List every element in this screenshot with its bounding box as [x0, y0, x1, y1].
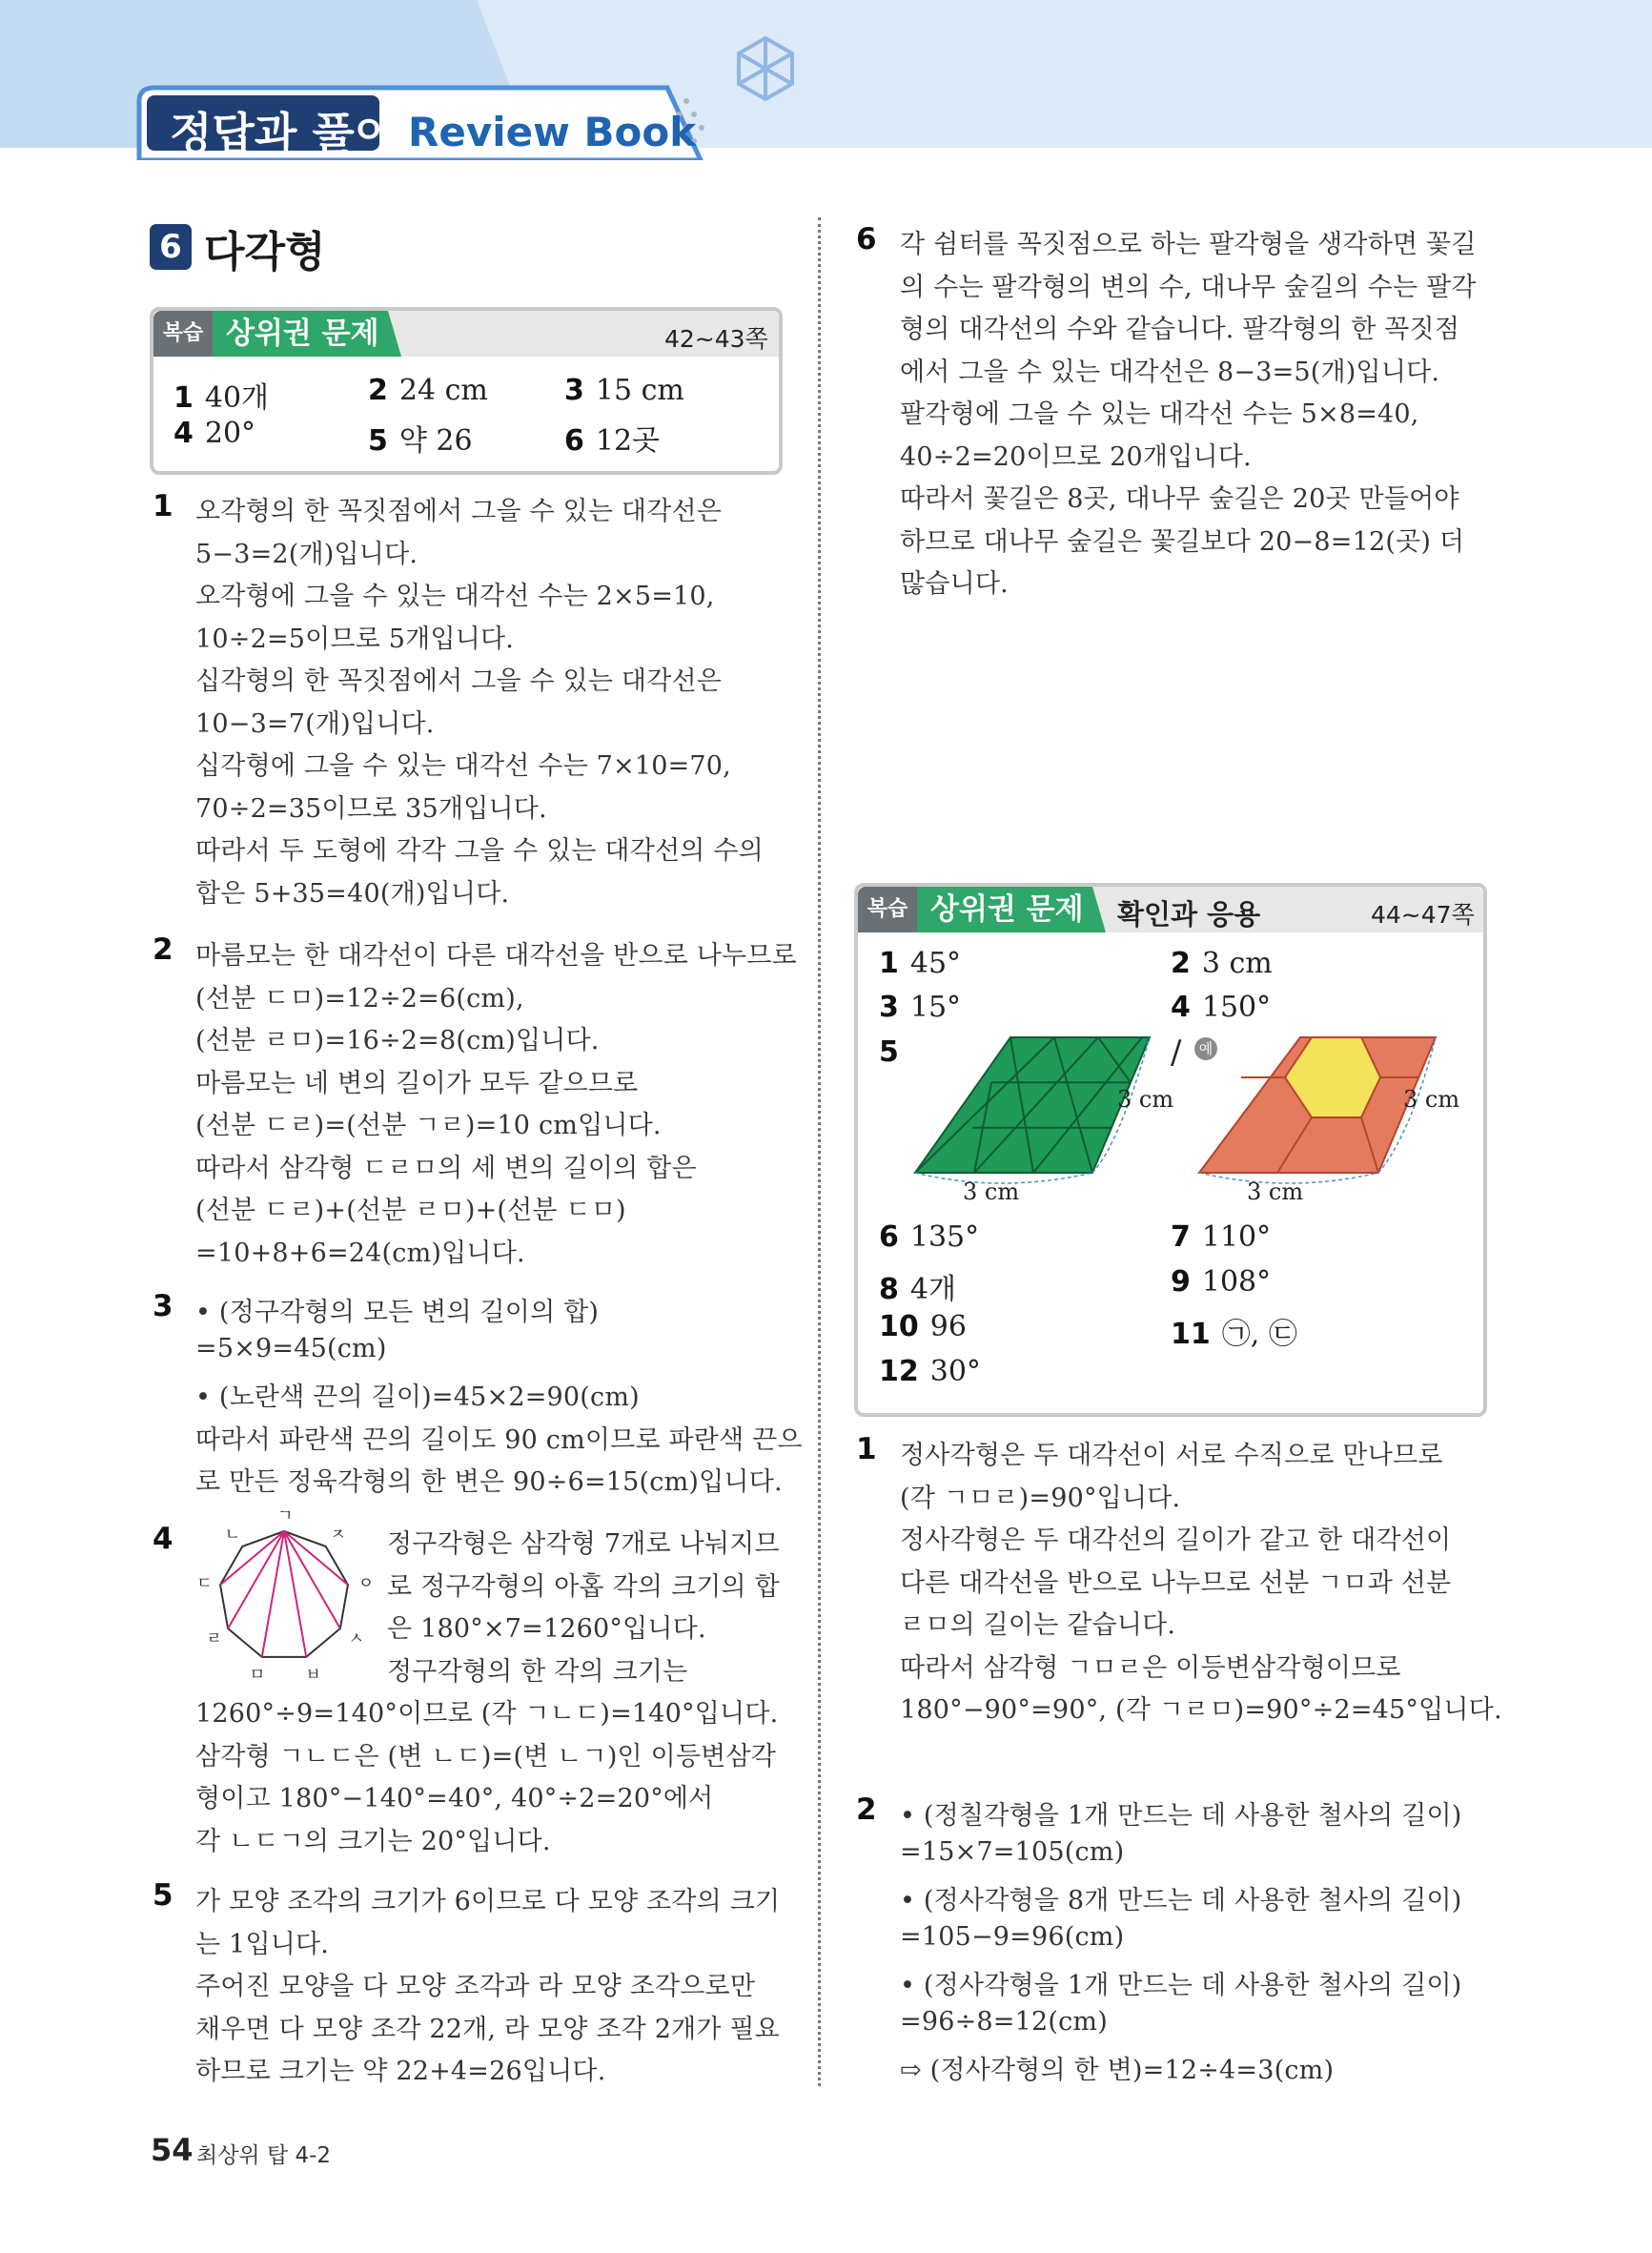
solution-line: 70÷2=35이므로 35개입니다.	[195, 793, 547, 824]
answer-item: 7 110°	[1171, 1220, 1272, 1254]
solution-line: 따라서 꽃길은 8곳, 대나무 숲길은 20곳 만들어야	[900, 484, 1459, 514]
tab-edge-2	[1092, 887, 1106, 932]
answer-item: 11 ㉠, ㉢	[1171, 1318, 1297, 1351]
box-2-pages: 44~47쪽	[1371, 901, 1475, 929]
solution-line: 1260°÷9=140°이므로 (각 ㄱㄴㄷ)=140°입니다.	[195, 1699, 779, 1729]
solution-line: 정구각형의 한 각의 크기는	[387, 1656, 688, 1687]
nonagon-diagram	[191, 1508, 381, 1690]
separator-slash: /	[1171, 1034, 1182, 1072]
box-2-title: 상위권 문제	[917, 887, 1092, 932]
vertex-label: ㅅ	[348, 1629, 364, 1649]
solution-line: =96÷8=12(cm)	[900, 2006, 1108, 2037]
solution-line: 십각형의 한 꼭짓점에서 그을 수 있는 대각선은	[195, 666, 723, 696]
solution-line: 형이고 180°−140°=40°, 40°÷2=20°에서	[195, 1784, 714, 1813]
solution-line: ㄹㅁ의 길이는 같습니다.	[900, 1610, 1176, 1640]
answer-item: 1 40개	[173, 381, 270, 415]
solution-line: (선분 ㄹㅁ)=16÷2=8(cm)입니다.	[195, 1026, 600, 1055]
solution-line: =5×9=45(cm)	[195, 1333, 387, 1363]
box-2-extra-title: 확인과 응용	[1117, 898, 1261, 931]
box-1-pages: 42~43쪽	[664, 325, 768, 353]
solution-line: 10−3=7(개)입니다.	[195, 708, 435, 739]
solution-line: 따라서 두 도형에 각각 그을 수 있는 대각선의 수의	[195, 836, 764, 866]
solution-number: 2	[153, 932, 173, 967]
vertex-label: ㄷ	[196, 1574, 213, 1594]
solution-number: 4	[153, 1522, 173, 1556]
solution-line: 10÷2=5이므로 5개입니다.	[195, 624, 515, 654]
answer-item: 2 3 cm	[1171, 947, 1273, 980]
solution-line: 40÷2=20이므로 20개입니다.	[900, 441, 1252, 472]
solution-line: 형의 대각선의 수와 같습니다. 팔각형의 한 꼭짓점	[900, 315, 1460, 344]
solution-line: 채우면 다 모양 조각 22개, 라 모양 조각 2개가 필요	[195, 2014, 781, 2044]
solution-line: 5−3=2(개)입니다.	[195, 539, 418, 569]
solution-line: ⇨ (정사각형의 한 변)=12÷4=3(cm)	[900, 2056, 1335, 2085]
solution-line: 은 180°×7=1260°입니다.	[387, 1614, 706, 1644]
tab-edge-1	[388, 311, 401, 357]
answer-item: 2 24 cm	[368, 374, 488, 407]
solution-line: 합은 5+35=40(개)입니다.	[195, 878, 510, 909]
book-title: 최상위 탑 4-2	[196, 2143, 332, 2168]
solution-line: (선분 ㄷㄹ)=(선분 ㄱㄹ)=10 cm입니다.	[195, 1111, 662, 1140]
solution-line: 에서 그을 수 있는 대각선은 8−3=5(개)입니다.	[900, 357, 1440, 387]
review-tag: 복습	[858, 887, 917, 932]
answer-item: 3 15°	[879, 991, 962, 1024]
solution-line: 180°−90°=90°, (각 ㄱㄹㅁ)=90°÷2=45°입니다.	[900, 1695, 1502, 1725]
solution-line: • (정구각형의 모든 변의 길이의 합)	[195, 1298, 600, 1327]
answer-item: 3 15 cm	[564, 374, 684, 407]
answer-item: 9 108°	[1171, 1265, 1272, 1299]
solution-line: 하므로 크기는 약 22+4=26입니다.	[195, 2057, 606, 2086]
answer-5-shapes	[896, 1030, 1487, 1211]
solution-number: 1	[153, 489, 173, 523]
solution-line: 로 정구각형의 아홉 각의 크기의 합	[387, 1571, 780, 1602]
chapter-number: 6	[150, 224, 192, 270]
answer-item: 10 96	[879, 1310, 967, 1343]
solution-line: 정구각형은 삼각형 7개로 나눠지므	[387, 1529, 780, 1559]
solution-number: 3	[153, 1289, 173, 1323]
answer-item: 4 150°	[1171, 991, 1272, 1024]
solution-number: 1	[856, 1432, 877, 1466]
solution-line: 마름모는 네 변의 길이가 모두 같으므로	[195, 1068, 639, 1098]
solution-line: =15×7=105(cm)	[900, 1836, 1125, 1867]
vertex-label: ㅁ	[249, 1665, 266, 1685]
solution-line: 주어진 모양을 다 모양 조각과 라 모양 조각으로만	[195, 1972, 756, 2001]
solution-line: • (노란색 끈의 길이)=45×2=90(cm)	[195, 1383, 640, 1412]
answer-item: 12 30°	[879, 1355, 981, 1388]
vertex-label: ㅂ	[305, 1665, 321, 1685]
green-parallelogram	[915, 1037, 1150, 1173]
answer-item: 5 약 26	[368, 424, 473, 458]
answer-item: 4 20°	[173, 417, 256, 450]
solution-line: 오각형에 그을 수 있는 대각선 수는 2×5=10,	[195, 582, 715, 611]
bottom-length-label: 3 cm	[963, 1178, 1020, 1205]
solution-line: • (정사각형을 8개 만드는 데 사용한 철사의 길이)	[900, 1886, 1462, 1915]
solution-line: 십각형에 그을 수 있는 대각선 수는 7×10=70,	[195, 751, 731, 781]
vertex-label: ㅇ	[357, 1574, 375, 1594]
solution-number: 6	[856, 222, 877, 256]
review-tag: 복습	[153, 311, 213, 357]
solution-line: 따라서 파란색 끈의 길이도 90 cm이므로 파란색 끈으	[195, 1424, 803, 1455]
example-badge: 예	[1194, 1037, 1217, 1060]
bottom-length-label: 3 cm	[1247, 1178, 1304, 1205]
hexagon-parallelogram	[1199, 1037, 1436, 1173]
solution-line: 삼각형 ㄱㄴㄷ은 (변 ㄴㄷ)=(변 ㄴㄱ)인 이등변삼각	[195, 1741, 777, 1772]
solution-line: • (정사각형을 1개 만드는 데 사용한 철사의 길이)	[900, 1971, 1462, 2000]
solution-line: 오각형의 한 꼭짓점에서 그을 수 있는 대각선은	[195, 497, 723, 526]
solution-line: 로 만든 정육각형의 한 변은 90÷6=15(cm)입니다.	[195, 1467, 783, 1497]
solution-line: 의 수는 팔각형의 변의 수, 대나무 숲길의 수는 팔각	[900, 272, 1477, 302]
side-length-label: 3 cm	[1117, 1086, 1174, 1113]
solution-line: 각 ㄴㄷㄱ의 크기는 20°입니다.	[195, 1826, 551, 1856]
box-1-title: 상위권 문제	[213, 311, 388, 357]
solution-line: • (정칠각형을 1개 만드는 데 사용한 철사의 길이)	[900, 1801, 1462, 1831]
vertex-label: ㄱ	[277, 1508, 294, 1526]
solution-line: 따라서 삼각형 ㄱㅁㄹ은 이등변삼각형이므로	[900, 1652, 1401, 1683]
answer-item: 6 12곳	[564, 424, 661, 458]
chapter-title: 다각형	[204, 228, 326, 277]
answer-item: 6 135°	[879, 1220, 980, 1254]
solution-line: 가 모양 조각의 크기가 6이므로 다 모양 조각의 크기	[195, 1887, 781, 1916]
solution-line: 많습니다.	[900, 569, 1009, 599]
solution-line: (선분 ㄷㅁ)=12÷2=6(cm),	[195, 983, 524, 1014]
solution-line: (선분 ㄷㄹ)+(선분 ㄹㅁ)+(선분 ㄷㅁ)	[195, 1196, 626, 1225]
nonagon-outline	[220, 1531, 348, 1657]
solution-line: 마름모는 한 대각선이 다른 대각선을 반으로 나누므로	[195, 941, 797, 971]
page-number: 54	[151, 2132, 194, 2168]
solution-line: 하므로 대나무 숲길은 꽃길보다 20−8=12(곳) 더	[900, 526, 1465, 557]
column-divider	[818, 217, 821, 2086]
answer-item: 5	[879, 1035, 899, 1069]
solution-number: 5	[153, 1878, 173, 1913]
vertex-label: ㄴ	[224, 1526, 241, 1546]
solution-number: 2	[856, 1792, 877, 1827]
solution-line: 팔각형에 그을 수 있는 대각선 수는 5×8=40,	[900, 399, 1419, 429]
solution-line: =10+8+6=24(cm)입니다.	[195, 1238, 525, 1268]
solution-line: 는 1입니다.	[195, 1929, 330, 1959]
solution-line: 정사각형은 두 대각선의 길이가 같고 한 대각선이	[900, 1526, 1452, 1555]
answer-item: 8 4개	[879, 1273, 956, 1306]
vertex-label: ㄹ	[206, 1629, 222, 1649]
solution-line: 다른 대각선을 반으로 나누므로 선분 ㄱㅁ과 선분	[900, 1567, 1452, 1598]
header-subtitle: Review Book	[408, 109, 697, 155]
solution-line: 따라서 삼각형 ㄷㄹㅁ의 세 변의 길이의 합은	[195, 1153, 697, 1183]
solution-line: 정사각형은 두 대각선이 서로 수직으로 만나므로	[900, 1441, 1443, 1470]
side-length-label: 3 cm	[1403, 1086, 1460, 1113]
answer-item: 1 45°	[879, 947, 962, 980]
solution-line: (각 ㄱㅁㄹ)=90°입니다.	[900, 1483, 1181, 1513]
solution-line: 각 쉼터를 꼭짓점으로 하는 팔각형을 생각하면 꽃길	[900, 230, 1477, 259]
solution-line: =105−9=96(cm)	[900, 1921, 1125, 1952]
header-label: 정답과 풀이	[170, 108, 398, 159]
vertex-label: ㅈ	[330, 1526, 346, 1546]
